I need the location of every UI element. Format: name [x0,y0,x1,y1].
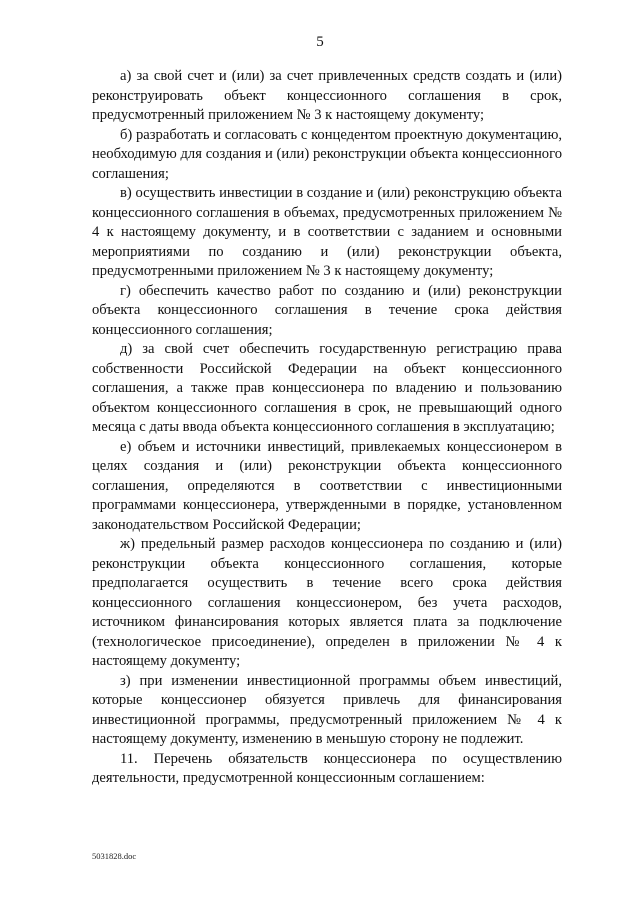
paragraph-e: е) объем и источники инвестиций, привлекаемых концессионером в целях создания и (или) реконструкции объекта концессионного соглашения, определяются в соответствии с инвестиционными программами концессионера, утвержденными в порядке, установленном законодательством Российской Федерации; [92,438,562,533]
paragraph-a: а) за свой счет и (или) за счет привлеченных средств создать и (или) реконструировать объект концессионного соглашения в срок, предусмотренный приложением № 3 к настоящему документу; [92,68,562,123]
paragraph-d: д) за свой счет обеспечить государственную регистрацию права собственности Российской Федерации на объект концессионного соглашения, а также прав концессионера по владению и пользованию объектом концессионного соглашения в срок, не превышающий одного месяца с даты ввода объекта концессионного соглашения в эксплуатацию; [92,341,562,435]
footer-file-code: 5031828.doc [92,851,137,861]
page-number: 5 [316,34,324,50]
paragraph-b: б) разработать и согласовать с концедентом проектную документацию, необходимую для создания и (или) реконструкции объекта концессионного соглашения; [92,126,562,182]
paragraph-z: з) при изменении инвестиционной программы объем инвестиций, которые концессионер обязуется привлечь для финансирования инвестиционной программы, предусмотренный приложением № 4 к настоящему документу, изменению в меньшую сторону не подлежит. [92,672,562,747]
paragraph-v: в) осуществить инвестиции в создание и (или) реконструкцию объекта концессионного соглашения в объемах, предусмотренных приложением № 4 к настоящему документу, и в соответствии с заданием и основными мероприятиями по созданию и (или) реконструкции объекта, предусмотренными приложением № 3 к настоящему документу; [92,185,562,279]
paragraph-g: г) обеспечить качество работ по созданию и (или) реконструкции объекта концессионного соглашения в течение срока действия концессионного соглашения; [92,282,562,338]
document-body [92,67,562,789]
paragraph-11: 11. Перечень обязательств концессионера по осуществлению деятельности, предусмотренной концессионным соглашением: [92,750,562,786]
paragraph-zh: ж) предельный размер расходов концессионера по созданию и (или) реконструкции объекта концессионного соглашения, которые предполагается осуществить в течение всего срока действия концессионного соглашения концессионером, без учета расходов, источником финансирования которых является плата за подключение (технологическое присоединение), определен в приложении № 4 к настоящему документу; [92,536,562,669]
